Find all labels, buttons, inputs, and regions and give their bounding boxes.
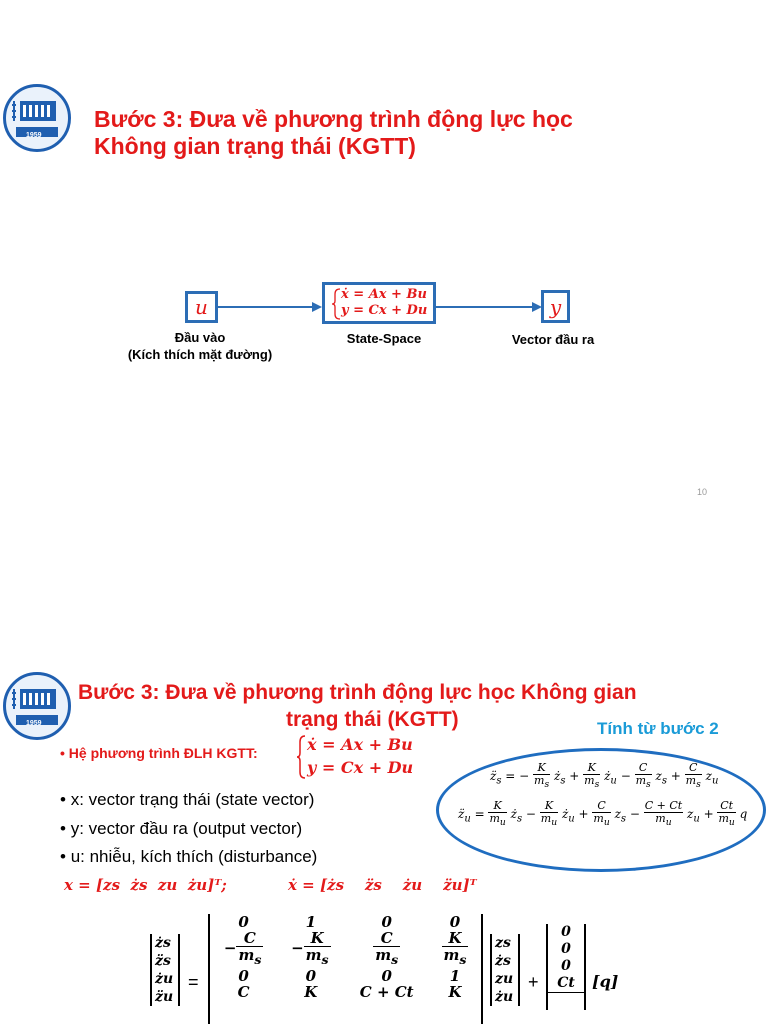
a32: 0 — [305, 967, 317, 985]
logo-year: 1959 — [26, 132, 42, 139]
arrow-statespace-to-output — [436, 300, 542, 314]
output-symbol: y — [549, 294, 562, 319]
slide-1-title-line-2: Không gian trạng thái (KGTT) — [94, 133, 416, 159]
logo-year: 1959 — [26, 720, 42, 727]
bullet-2-text: x: vector trạng thái (state vector) — [70, 790, 315, 809]
a12: 1 — [305, 913, 317, 931]
matrix-equation — [150, 912, 620, 1024]
bullet-1-eq-2: y = Cx + Du — [307, 758, 414, 777]
a13: 0 — [381, 913, 392, 931]
input-q: [q] — [592, 972, 619, 991]
b-3: 0 — [561, 958, 571, 974]
block-caption: State-Space — [346, 331, 422, 346]
bullet-4: • u: nhiễu, kích thích (disturbance) — [60, 847, 318, 866]
lhs-3: żu — [155, 971, 174, 987]
lhs-vector — [150, 934, 180, 1006]
equation-zu: $z̈_u$ = $\frac{K}{m_u}$ $ż_s$ − $\frac{K}{m_u}$ $ż_u$ + $\frac{C}{m_u}$ $z_s$ − $\frac{C + Ct}{m_u}$ $z_u$ + $\frac{Ct}{m_u}$ q — [458, 799, 748, 829]
a24: $\frac{K}{m_s}$ — [443, 929, 467, 967]
slide-2-title-line-1: Bước 3: Đưa về phương trình động lực học Không gian — [78, 681, 637, 704]
arrow-input-to-statespace — [218, 300, 322, 314]
slide-2 — [0, 512, 768, 1024]
plus-sign: + — [528, 972, 539, 992]
b-4: Ct — [548, 975, 584, 993]
bullet-3-text: y: vector đầu ra (output vector) — [70, 819, 303, 838]
lhs-1: żs — [155, 935, 171, 951]
a44: K — [448, 983, 462, 1001]
output-caption: Vector đầu ra — [511, 332, 595, 347]
lhs-4: z̈u — [155, 989, 174, 1005]
a22: − $\frac{K}{m_s}$ — [291, 929, 329, 967]
bullet-1 — [60, 745, 258, 761]
note-from-step-2: Tính từ bước 2 — [597, 719, 719, 738]
slide-1-title-line-1: Bước 3: Đưa về phương trình động lực học — [94, 106, 573, 132]
equals-sign: = — [188, 972, 199, 992]
state-vector-xdot: ẋ = [żs z̈s żu z̈u]ᵀ — [288, 876, 477, 894]
brace-icon — [296, 735, 306, 779]
x-3: zu — [495, 971, 514, 987]
university-logo — [3, 84, 71, 152]
statespace-block — [322, 282, 436, 324]
building-icon — [6, 87, 68, 149]
lhs-2: z̈s — [155, 953, 171, 969]
input-caption-1: Đầu vào — [174, 330, 226, 345]
building-icon — [6, 675, 68, 737]
a42: K — [304, 983, 318, 1001]
a41: C — [237, 983, 250, 1001]
brace-icon — [331, 288, 341, 320]
a23: $\frac{C}{m_s}$ — [375, 929, 399, 967]
input-caption-2: (Kích thích mặt đường) — [127, 347, 273, 362]
block-eq-2: y = Cx + Du — [341, 303, 428, 318]
a43: C + Ct — [359, 983, 414, 1001]
input-symbol: u — [195, 295, 208, 319]
x-4: żu — [495, 989, 514, 1005]
matrix-a — [208, 914, 483, 1024]
bullet-1-label: Hệ phương trình ĐLH KGTT: — [68, 745, 258, 761]
equation-zs: $z̈_s$ = − $\frac{K}{m_s}$ $ż_s$ + $\frac{K}{m_s}$ $ż_u$ − $\frac{C}{m_s}$ $z_s$ + $\frac{C}{m_s}$ $z_u$ — [490, 761, 719, 791]
b-2: 0 — [561, 941, 571, 957]
b-vector — [546, 924, 586, 1010]
bullet-1-eq-1: ẋ = Ax + Bu — [307, 735, 413, 754]
bullet-3: • y: vector đầu ra (output vector) — [60, 819, 303, 838]
output-block — [541, 290, 570, 323]
x-2: żs — [495, 953, 511, 969]
bullet-4-text: u: nhiễu, kích thích (disturbance) — [70, 847, 318, 866]
page-number: 10 — [697, 487, 708, 497]
a14: 0 — [449, 913, 461, 931]
a33: 0 — [381, 967, 392, 985]
x-vector — [490, 934, 520, 1006]
x-1: zs — [495, 935, 511, 951]
bullet-2: • x: vector trạng thái (state vector) — [60, 790, 315, 809]
a21: − $\frac{C}{m_s}$ — [223, 929, 262, 967]
input-block — [185, 291, 218, 323]
b-1: 0 — [561, 924, 571, 940]
block-eq-1: ẋ = Ax + Bu — [341, 287, 427, 302]
slide-2-title-line-2: trạng thái (KGTT) — [286, 708, 459, 731]
a11: 0 — [238, 913, 249, 931]
a31: 0 — [238, 967, 249, 985]
a34: 1 — [449, 967, 461, 985]
state-vector-x: x = [zs żs zu żu]ᵀ; — [64, 876, 227, 894]
university-logo — [3, 672, 71, 740]
bullet-dot: • — [60, 745, 69, 761]
